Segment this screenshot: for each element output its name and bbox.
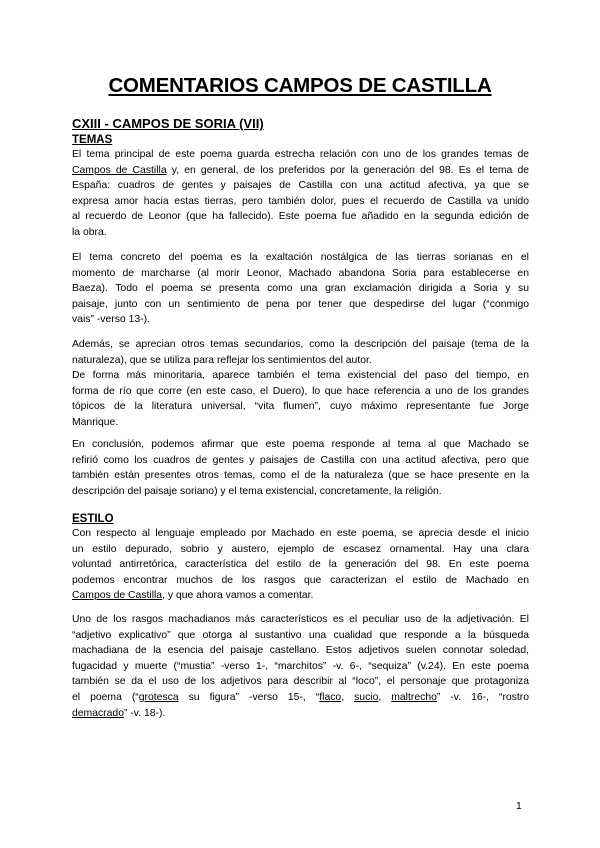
text-run: expresa amor hacia estas tierras, pero también dolor, pues el recuerdo de Castilla va unido (72, 195, 529, 207)
text-run: al recuerdo de Leonor (que ha fallecido). Este poema fue añadido en la segunda edición de (72, 211, 529, 223)
temas-paragraph-2 (72, 250, 529, 328)
text-run: vais” -verso 13-). (72, 314, 150, 326)
text-line (72, 178, 529, 194)
text-line (72, 194, 529, 210)
text-line (72, 250, 529, 266)
text-line (72, 281, 529, 297)
text-run: fugacidad y muerte (“mustia” -verso 1-, “marchitos” -v. 6-, “sequiza” (v.24). En este poema (72, 660, 529, 672)
page-number: 1 (516, 800, 522, 812)
underlined-text: Campos de Castilla (72, 590, 163, 602)
text-run: y, en general, de los preferidos por la generación del 98. Es el tema de (166, 164, 529, 176)
text-run: su figura” -verso 15-, “ (178, 691, 320, 703)
temas-paragraph-1 (72, 147, 529, 241)
text-run: Manrique. (72, 416, 119, 428)
text-run: forma de río que corre (en este caso, el Duero), lo que hace referencia a uno de los grandes (72, 385, 529, 397)
text-run: , (341, 691, 355, 703)
underlined-text: Campos de Castilla (72, 164, 167, 176)
text-run: el poema (“ (72, 691, 139, 703)
text-line (72, 453, 529, 469)
text-line (72, 690, 529, 706)
text-run: ” -v. 18-). (123, 707, 166, 719)
text-line (72, 337, 529, 353)
text-line (72, 468, 529, 484)
temas-heading: TEMAS (72, 134, 113, 146)
text-run: España: cuadros de gentes y paisajes de Castilla con una actitud afectiva, ya que se (72, 180, 529, 192)
text-line (72, 209, 529, 225)
text-line (72, 437, 529, 453)
text-line (72, 415, 529, 431)
text-line (72, 312, 529, 328)
estilo-paragraph-2 (72, 612, 529, 721)
estilo-heading: ESTILO (72, 513, 114, 525)
text-line (72, 628, 529, 644)
text-line (72, 163, 529, 179)
temas-paragraph-3 (72, 337, 529, 368)
text-run: El tema principal de este poema guarda estrecha relación con uno de los grandes temas de (72, 149, 529, 160)
temas-paragraph-5 (72, 437, 529, 499)
text-line (72, 557, 529, 573)
underlined-text: flaco (319, 691, 342, 703)
text-run: momento de marcharse (al morir Leonor, Machado abandona Soria para establecerse en (72, 267, 529, 279)
text-line (72, 368, 529, 384)
text-run: paisaje, junto con un sentimiento de pena por tener que despedirse del lugar (“conmigo (72, 298, 529, 310)
text-line (72, 706, 529, 722)
section-subtitle: CXIII - CAMPOS DE SORIA (VII) (72, 116, 264, 131)
text-run: Baeza). Todo el poema se presenta como una gran exclamación dirigida a Soria y su (72, 283, 529, 295)
text-line (72, 542, 529, 558)
text-run: también se da el uso de los adjetivos para describir al “loco”, el personaje que protagoniza (72, 676, 529, 688)
estilo-paragraph-1 (72, 526, 529, 604)
text-run: El tema concreto del poema es la exaltación nostálgica de las tierras sorianas en el (72, 252, 529, 263)
underlined-text: demacrado (72, 707, 124, 719)
text-line (72, 484, 529, 500)
text-run: , (378, 691, 392, 703)
underlined-text: sucio (354, 691, 379, 703)
text-line (72, 384, 529, 400)
underlined-text: maltrecho (391, 691, 437, 703)
text-run: Uno de los rasgos machadianos más característicos es el peculiar uso de la adjetivación. El (72, 614, 529, 625)
text-run: podemos encontrar muchos de los rasgos que caracterizan el estilo de Machado en (72, 574, 529, 586)
text-line (72, 266, 529, 282)
text-line (72, 399, 529, 415)
text-run: , y que ahora vamos a comentar. (162, 590, 314, 602)
document-title: COMENTARIOS CAMPOS DE CASTILLA (108, 74, 492, 97)
text-line (72, 526, 529, 542)
text-line (72, 573, 529, 589)
text-line (72, 225, 529, 241)
text-line (72, 297, 529, 313)
text-run: la obra. (72, 226, 107, 238)
text-run: naturaleza), que se utiliza para reflejar los sentimientos del autor. (72, 354, 372, 366)
temas-paragraph-4 (72, 368, 529, 430)
text-run: En conclusión, podemos afirmar que este poema responde al tema al que Machado se (72, 439, 529, 450)
text-line (72, 659, 529, 675)
text-run: tópicos de la literatura universal, “vita flumen”, cuyo máximo representante fue Jorge (72, 401, 529, 413)
text-run: descripción del paisaje soriano) y el tema existencial, concretamente, la religión. (72, 485, 442, 497)
text-line (72, 353, 529, 369)
text-run: ” -v. 16-, “rostro (436, 691, 529, 703)
text-run: también están presentes otros temas, como el de la naturaleza (que se hace presente en la (72, 470, 529, 482)
text-line (72, 643, 529, 659)
underlined-text: grotesca (138, 691, 179, 703)
text-line (72, 147, 529, 163)
text-line (72, 588, 529, 604)
text-line (72, 674, 529, 690)
text-run: un estilo depurado, sobrio y austero, ejemplo de escasez ornamental. Hay una clara (72, 543, 529, 555)
text-run: De forma más minoritaria, aparece también el tema existencial del paso del tiempo, en (72, 370, 529, 381)
text-line (72, 612, 529, 628)
text-run: Con respecto al lenguaje empleado por Machado en este poema, se aprecia desde el inicio (72, 528, 529, 539)
text-run: refirió como los cuadros de gentes y paisajes de Castilla con una actitud afectiva, pero que (72, 454, 529, 466)
text-run: Además, se aprecian otros temas secundarios, como la descripción del paisaje (tema de la (72, 339, 529, 350)
text-run: “adjetivo explicativo” que otorga al sustantivo una cualidad que responde a la búsqueda (72, 629, 529, 641)
text-run: machadiana de la esencia del paisaje castellano. Estos adjetivos suelen connotar soledad, (72, 645, 529, 657)
text-run: voluntad antirretórica, característica del estilo de la generación del 98. En este poema (72, 559, 529, 571)
